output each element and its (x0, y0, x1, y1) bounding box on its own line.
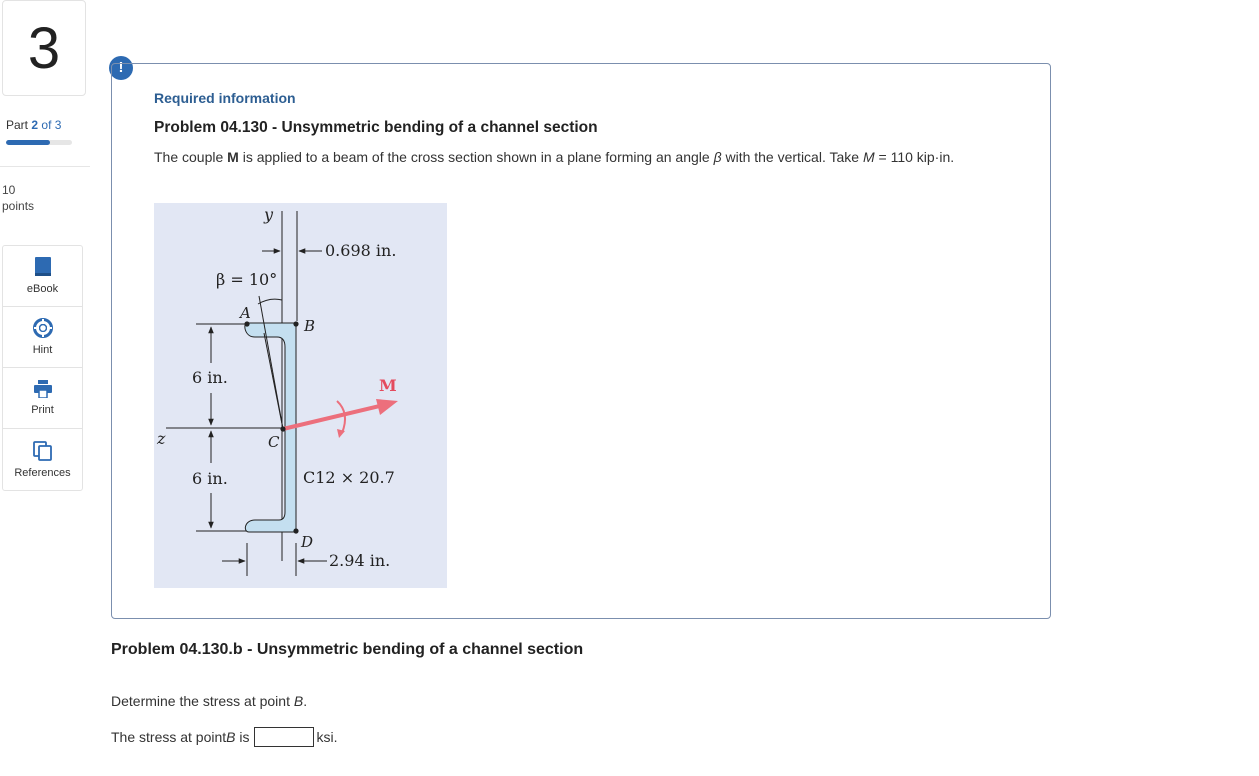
beta-angle-arc (258, 299, 282, 304)
moment-arrowhead (376, 399, 398, 415)
print-label: Print (31, 404, 54, 416)
references-label: References (14, 466, 71, 479)
references-button[interactable] (3, 429, 82, 490)
part-b-instruction (111, 693, 307, 709)
book-icon (34, 257, 52, 277)
part-word: Part (6, 118, 29, 132)
statement-M-italic: M (862, 149, 875, 165)
copy-icon (33, 441, 53, 461)
answer-is: is (235, 729, 250, 745)
moment-label: M (379, 376, 397, 395)
required-info-box (111, 63, 1051, 619)
instruction-suffix: . (303, 693, 308, 709)
answer-point: B (226, 729, 236, 745)
answer-row (111, 727, 338, 747)
hint-button[interactable] (3, 307, 82, 368)
flange-width-label: 0.698 in. (325, 241, 397, 260)
answer-unit: ksi. (316, 729, 338, 745)
point-B-dot (293, 321, 298, 326)
point-B-label: B (304, 317, 316, 335)
divider (0, 166, 90, 167)
hint-label: Hint (32, 344, 53, 356)
tools-panel (2, 245, 83, 491)
points-label: points (2, 199, 35, 213)
ebook-button[interactable] (3, 246, 82, 307)
point-C-label: C (268, 433, 280, 451)
question-number: 3 (2, 0, 86, 96)
z-axis-label: z (157, 429, 166, 448)
instruction-point: B (293, 693, 304, 709)
dim-upper-label: 6 in. (192, 368, 228, 387)
printer-icon (33, 380, 53, 398)
part-indicator (6, 118, 61, 132)
stress-answer-input[interactable] (254, 727, 314, 747)
line-C-to-A (264, 333, 283, 429)
points-value: 10 (2, 183, 16, 197)
depth-label: 2.94 in. (329, 551, 391, 570)
part-progress-fill (6, 140, 50, 145)
statement-text-3: with the vertical. Take (721, 149, 863, 165)
point-C-dot (280, 426, 285, 431)
ebook-label: eBook (26, 283, 59, 295)
lifebuoy-icon (33, 318, 53, 338)
y-axis-label: y (264, 205, 274, 224)
problem-statement (154, 149, 1024, 166)
statement-text-1: The couple (154, 149, 228, 165)
point-A-dot (244, 321, 249, 326)
channel-section-figure (154, 203, 447, 588)
statement-value: = 110 kip·in. (874, 149, 955, 165)
part-of-word: of (41, 118, 52, 132)
point-D-label: D (301, 533, 314, 551)
section-designation: C12 × 20.7 (303, 468, 395, 487)
statement-M-bold: M (227, 149, 239, 165)
moment-vector (283, 405, 384, 429)
answer-prefix: The stress at point (111, 729, 227, 745)
point-D-dot (293, 528, 298, 533)
instruction-prefix: Determine the stress at point (111, 693, 294, 709)
point-A-label: A (240, 304, 251, 322)
part-b-title: Problem 04.130.b - Unsymmetric bending of a channel section (111, 641, 584, 658)
print-button[interactable] (3, 368, 82, 429)
alert-icon: ! (109, 56, 133, 80)
points-display (2, 182, 34, 214)
part-total: 3 (54, 118, 62, 132)
beta-label: β = 10° (216, 270, 278, 289)
problem-title: Problem 04.130 - Unsymmetric bending of a channel section (154, 119, 598, 136)
statement-text-2: is applied to a beam of the cross section shown in a plane forming an angle (238, 149, 714, 165)
part-progress-bar (6, 140, 72, 145)
required-info-title: Required information (154, 90, 296, 106)
figure-svg (154, 203, 447, 588)
dim-lower-label: 6 in. (192, 469, 228, 488)
statement-beta: β (713, 149, 722, 165)
part-current: 2 (31, 118, 39, 132)
